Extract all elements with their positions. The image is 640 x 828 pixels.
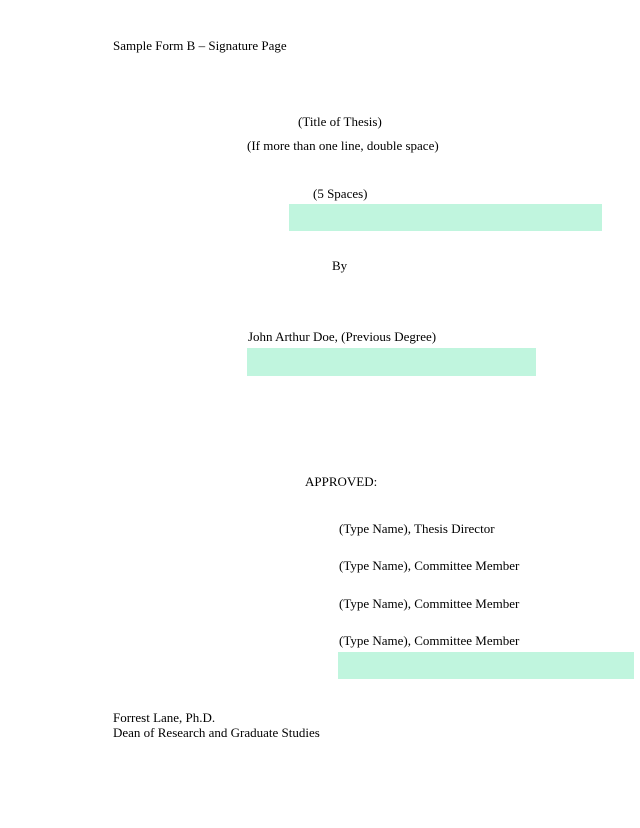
thesis-title-placeholder: (Title of Thesis) xyxy=(298,114,382,129)
author-line: John Arthur Doe, (Previous Degree) xyxy=(248,329,437,344)
by-label: By xyxy=(332,258,348,273)
approved-label: APPROVED: xyxy=(305,474,378,489)
signer-thesis-director: (Type Name), Thesis Director xyxy=(339,521,495,536)
dean-name: Forrest Lane, Ph.D. xyxy=(113,710,216,725)
title-form-field[interactable] xyxy=(289,204,602,231)
form-label: Sample Form B – Signature Page xyxy=(113,38,287,53)
dean-title: Dean of Research and Graduate Studies xyxy=(113,725,320,740)
signer-committee-member-3: (Type Name), Committee Member xyxy=(339,633,520,648)
thesis-title-note: (If more than one line, double space) xyxy=(247,138,439,153)
spacing-note: (5 Spaces) xyxy=(313,186,368,201)
signer-committee-member-2: (Type Name), Committee Member xyxy=(339,596,520,611)
author-form-field[interactable] xyxy=(247,348,536,376)
committee-form-field[interactable] xyxy=(338,652,634,679)
signer-committee-member-1: (Type Name), Committee Member xyxy=(339,558,520,573)
